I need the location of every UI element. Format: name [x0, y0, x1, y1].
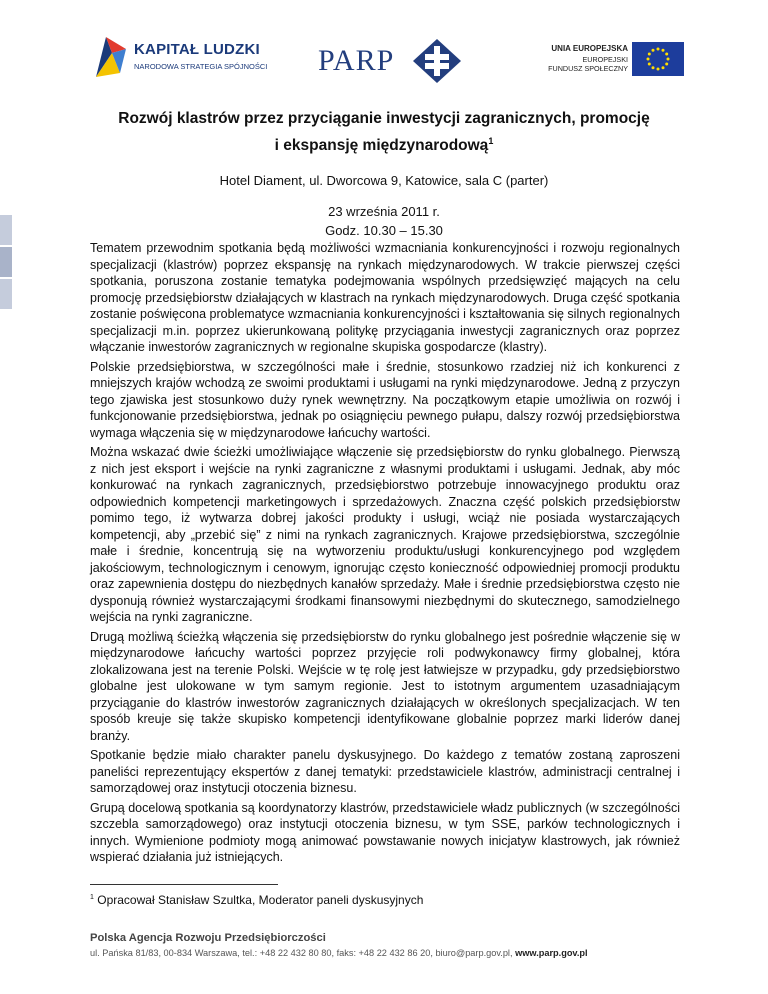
body-paragraph: Można wskazać dwie ścieżki umożliwiające włączenie się przedsiębiorstw do rynku globalnego. Pierwszą z nich jest eksport i wejście na rynki zagraniczne z własnymi produktami i usługami. Jednak, aby móc konkurować na rynkach zagranicznych, przedsiębiorstwo potrzebuje innowacyjnego produktu oraz odpowiednich kompetencji marketingowych i sprzedażowych. Znaczna część polskich przedsiębiorstw pomimo tego, iż wytwarza dobrej jakości produkty i usługi, wciąż nie posiada wystarczających kompetencji, aby „przebić się” z nimi na rynkach zagranicznych. Krajowe przedsiębiorstwa, szczególnie małe i średnie, koncentrują się na wytworzeniu produktu/usługi konkurencyjnego pod względem jakościowym, technologicznym i cenowym, ignorując często konieczność odpowiedniej promocji produktu oraz zapewnienia dostępu do niezbędnych kanałów sprzedaży. Małe i średnie przedsiębiorstwa często nie dysponują również wystarczającymi środkami finansowymi niezbędnymi do skutecznego, samodzielnego wejścia na rynki zagraniczne. — [90, 445, 680, 624]
body-paragraph: Spotkanie będzie miało charakter panelu dyskusyjnego. Do każdego z tematów zostaną zaproszeni paneliści reprezentujący ekspertów z danej tematyki: przedstawiciele klastrów, administracji centralnej i samorządowej oraz instytucji otoczenia biznesu. — [90, 748, 680, 795]
title-footnote-mark: 1 — [488, 136, 494, 146]
eu-union-label: UNIA EUROPEJSKA — [551, 44, 628, 53]
footer-address-text: ul. Pańska 81/83, 00-834 Warszawa, tel.: +48 22 432 80 80, faks: +48 22 432 86 20, biuro@parp.gov.pl, — [90, 948, 516, 958]
body-paragraph: Drugą możliwą ścieżką włączenia się przedsiębiorstw do rynku globalnego jest pośrednie włączenie się w międzynarodowe łańcuchy wartości poprzez przyjęcie roli podwykonawcy firmy globalnej, która zlokalizowana jest na terenie Polski. Wejście w tę rolę jest łatwiejsze w przypadku, gdy przedsiębiorstwo globalne jest ulokowane w tym samym regionie. Jest to istotnym argumentem uzasadniającym przyciąganie do klastrów inwestorów zagranicznych działających w określonych specjalizacjach. W ten sposób kreuje się także skupisko kompetencji identyfikowane globalnie poprzez marki liderów danej branży. — [90, 629, 680, 743]
parp-logo — [318, 38, 468, 84]
document-body — [90, 240, 680, 869]
decorative-square — [0, 279, 12, 309]
kapital-ludzki-star-icon — [92, 33, 130, 81]
footnote-divider — [90, 884, 278, 885]
footnote-text: Opracował Stanisław Szultka, Moderator paneli dyskusyjnych — [97, 893, 424, 907]
document-title — [60, 107, 708, 157]
footer-website-link[interactable]: www.parp.gov.pl — [515, 948, 588, 958]
body-paragraph: Polskie przedsiębiorstwa, w szczególności małe i średnie, stosunkowo rzadziej niż ich konkurenci z mniejszych krajów wchodzą ze swoimi produktami i usługami na rynki międzynarodowe. Jedną z przyczyn tego zjawiska jest stosunkowo duży rynek wewnętrzny. Na początkowym etapie umożliwia on rozwój i funkcjonowanie przedsiębiorstwa, jednak po osiągnięciu pewnego pułapu, dalszy rozwój przedsiębiorstwa wymaga włączenia się w międzynarodowe łańcuchy wartości. — [90, 359, 680, 440]
decorative-square — [0, 215, 12, 245]
parp-wordmark: PARP — [318, 44, 395, 77]
kapital-ludzki-logo — [92, 33, 268, 81]
event-date-block — [60, 202, 708, 240]
eu-fund-label-1: EUROPEJSKI — [582, 55, 628, 64]
kapital-ludzki-title: KAPITAŁ LUDZKI — [134, 41, 260, 58]
decorative-square — [0, 247, 12, 277]
title-line-2 — [60, 130, 708, 157]
footer-organization: Polska Agencja Rozwoju Przedsiębiorczości — [90, 932, 326, 944]
eu-fund-label-2: FUNDUSZ SPOŁECZNY — [548, 64, 628, 73]
parp-mark-icon — [412, 38, 462, 84]
footer-address — [90, 948, 588, 958]
body-paragraph: Grupą docelową spotkania są koordynatorzy klastrów, przedstawiciele władz publicznych (w szczególności szczebla samorządowego) oraz instytucji otoczenia biznesu, w tym SSE, parków technologicznych i innych. Wymienione podmioty mogą animować powstawanie nowych inicjatyw klastrowych, jak również wspierać działania już istniejących. — [90, 800, 680, 864]
event-date: 23 września 2011 r. — [328, 204, 440, 219]
footnote-mark: 1 — [90, 894, 94, 901]
eu-flag-icon — [632, 42, 684, 76]
title-line-2-text: i ekspansję międzynarodową — [274, 137, 489, 155]
body-paragraph: Tematem przewodnim spotkania będą możliwości wzmacniania konkurencyjności i rozwoju regionalnych specjalizacji (klastrów) poprzez ekspansję na rynkach międzynarodowych. W trakcie pierwszej części spotkania, poruszona zostanie tematyka podejmowania wspólnych przedsięwzięć mających na celu promocję przedsiębiorstw działających w klastrach na rynkach międzynarodowych. Druga część spotkania zostanie poświęcona problematyce wzmacniania konkurencyjności i kształtowania się silnych regionalnych specjalizacji m.in. poprzez ukierunkowaną politykę przyciągania inwestycji zagranicznych oraz poprzez włączanie inwestorów zagranicznych w regionalne skupiska gospodarcze (klastry). — [90, 241, 680, 354]
footnote — [90, 893, 423, 907]
event-venue: Hotel Diament, ul. Dworcowa 9, Katowice, sala C (parter) — [219, 173, 549, 188]
eu-logo — [540, 42, 690, 78]
event-time: Godz. 10.30 – 15.30 — [325, 223, 443, 238]
title-line-1: Rozwój klastrów przez przyciąganie inwestycji zagranicznych, promocję — [118, 110, 650, 127]
kapital-ludzki-subtitle: NARODOWA STRATEGIA SPÓJNOŚCI — [134, 62, 268, 71]
